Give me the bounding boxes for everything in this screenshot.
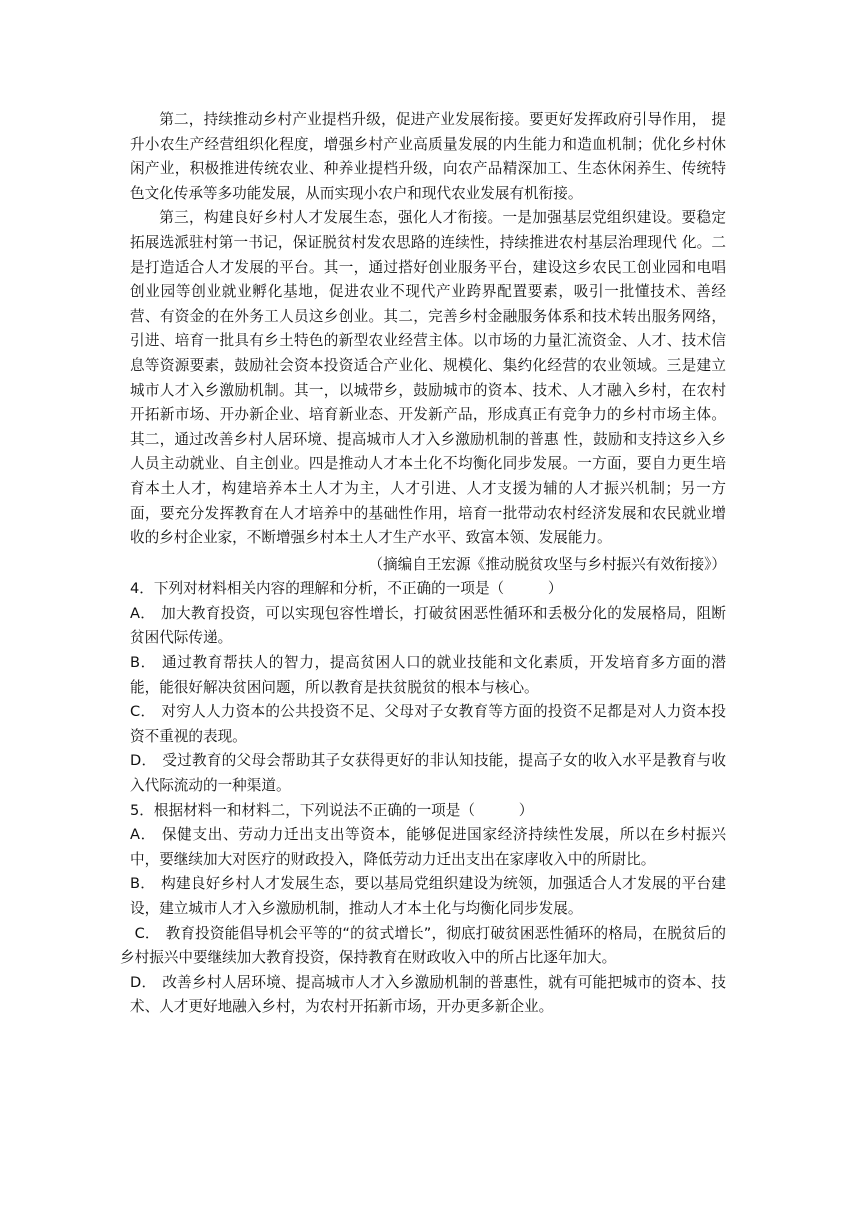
option-letter: B．: [130, 654, 156, 672]
option-letter: A．: [130, 604, 156, 622]
option-letter: C．: [134, 924, 160, 942]
passage-paragraph-2: 第二，持续推动乡村产业提档升级，促进产业发展衔接。要更好发挥政府引导作用， 提升小农生产经营组织化程度，增强乡村产业高质量发展的内生能力和造血机制；优化乡村休闲产业，积极推进传统农业、种养业提档升级，向农产品精深加工、生态休闲养生、传统特色文化传承等多功能发展，从而实现小农户和现代农业发展有机衔接。: [130, 111, 726, 202]
option-d: [130, 971, 726, 1020]
option-letter: D．: [130, 973, 157, 991]
option-b: [130, 872, 726, 921]
option-text: 保健支出、劳动力迁出支出等资本，能够促进国家经济持续性发展，所以在乡村振兴中，要继续加大对医疗的财政投入，降低劳动力迁出支出在家庨收入中的所尉比。: [130, 826, 726, 868]
option-text: 教育投资能倡导机会平等的“的贫式增长”，彻底打破贫困恶性循环的格局，在脱贫后的乡村振兴中要继续加大教育投资，保持教育在财政收入中的所占比逐年加大。: [120, 924, 726, 967]
option-letter: C．: [130, 703, 156, 721]
question-5: [120, 799, 726, 1020]
option-b: [130, 651, 726, 700]
question-4: [130, 577, 726, 798]
question-stem: 5．根据材料一和材料二，下列说法不正确的一项是（ ）: [130, 801, 534, 819]
option-text: 构建良好乡村人才发展生态，要以基局党组织建设为统领，加强适合人才发展的平台建设，建立城市人才入乡激励机制，推动人才本土化与均衡化同步发展。: [130, 875, 726, 917]
option-letter: B．: [130, 875, 156, 893]
document-page: [120, 108, 726, 1020]
option-text: 改善乡村人居环境、提高城市人才入乡激励机制的普惠性，就有可能把城市的资本、技术、人才更好地融入乡村，为农村开拓新市场，开办更多新企业。: [130, 973, 726, 1016]
passage-paragraph-3: 第三，构建良好乡村人才发展生态，强化人才衔接。一是加强基层党组织建设。要稳定拓展选派驻村第一书记，保证脱贫村发农思路的连续性，持续推进农村基层治理现代 化。二是打造适合人才发展的平台。其一，通过搭好创业服务平台，建设这乡农民工创业园和电唱创业园等创业就业孵化基地，促进农业不现代产业跨界配置要素，吸引一批懂技术、善经营、有资金的在外务工人员这乡创业。其二，完善乡村金融服务体系和技术转出服务网络，引进、培育一批具有乡土特色的新型农业经营主体。以市场的力量汇流资金、人才、技术信息等资源要素，鼓励社会资本投资适合产业化、规模化、集约化经营的农业领域。三是建立城市人才入乡激励机制。其一，以城带乡，鼓励城市的资本、技术、人才融入乡村，在农村开拓新市场、开办新企业、培育新业态、开发新产品，形成真正有竞争力的乡村市场主体。其二，通过改善乡村人居环境、提高城市人才入乡激励机制的普惠 性，鼓励和支持这乡入乡人员主动就业、自主创业。四是推动人才本土化不均衡化同步发展。一方面，要自力更生培育本土人才，构建培养本土人才为主，人才引进、人才支援为辅的人才振兴机制；另一方面，要充分发挥教育在人才培养中的基础性作用，培育一批带动农村经济发展和农民就业增收的乡村企业家，不断增强乡村本土人才生产水平、致富本领、发展能力。: [130, 209, 726, 547]
option-letter: D．: [130, 752, 157, 770]
question-stem: 4．下列对材料相关内容的理解和分析，不正确的一项是（ ）: [130, 580, 563, 598]
option-c: [120, 922, 726, 971]
option-text: 通过教育帮扶人的智力，提高贫困人口的就业技能和文化素质，开发培育多方面的潜能，能很好解决贫困问题，所以教育是扶贫脱贫的根本与核心。: [130, 654, 726, 696]
option-c: [130, 700, 726, 749]
option-d: [130, 749, 726, 798]
option-a: [130, 602, 726, 651]
option-a: [130, 823, 726, 872]
option-text: 对穷人人力资本的公共投资不足、父母对子女教育等方面的投资不足都是对人力资本投资不重视的表现。: [130, 703, 726, 745]
option-text: 受过教育的父母会帮助其子女获得更好的非认知技能，提高子女的收入水平是教育与收入代际流动的一种渠道。: [130, 752, 726, 795]
passage-source: （摘编自王宏源《推动脱贫攻坚与乡村振兴有效衔接》）: [368, 555, 726, 573]
option-text: 加大教育投资，可以实现包容性增长，打破贫困恶性循环和丢极分化的发展格局，阻断贫困代际传递。: [130, 604, 726, 647]
option-letter: A．: [130, 826, 156, 844]
